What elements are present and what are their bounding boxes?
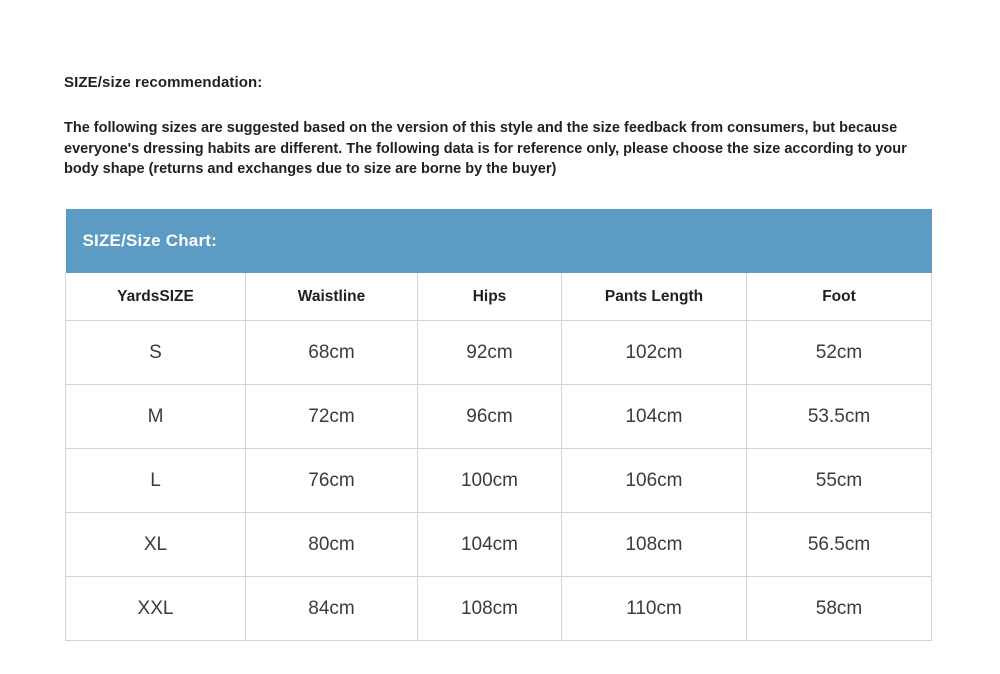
cell-waistline: 68cm (246, 321, 418, 385)
cell-size: XXL (66, 577, 246, 641)
table-row (66, 449, 932, 513)
size-chart-table-wrapper (65, 209, 931, 641)
cell-foot: 55cm (747, 449, 932, 513)
cell-pants-length: 104cm (562, 385, 747, 449)
cell-waistline: 72cm (246, 385, 418, 449)
cell-waistline: 84cm (246, 577, 418, 641)
cell-size: M (66, 385, 246, 449)
cell-pants-length: 102cm (562, 321, 747, 385)
cell-hips: 108cm (418, 577, 562, 641)
table-row (66, 321, 932, 385)
column-header-size: YardsSIZE (66, 273, 246, 321)
table-row (66, 385, 932, 449)
cell-waistline: 76cm (246, 449, 418, 513)
page-title: SIZE/size recommendation: (64, 74, 263, 91)
cell-pants-length: 110cm (562, 577, 747, 641)
table-row (66, 513, 932, 577)
column-header-hips: Hips (418, 273, 562, 321)
column-header-foot: Foot (747, 273, 932, 321)
cell-foot: 52cm (747, 321, 932, 385)
cell-foot: 53.5cm (747, 385, 932, 449)
cell-size: L (66, 449, 246, 513)
cell-hips: 96cm (418, 385, 562, 449)
size-chart-table (65, 209, 932, 641)
cell-pants-length: 108cm (562, 513, 747, 577)
cell-size: S (66, 321, 246, 385)
cell-hips: 104cm (418, 513, 562, 577)
cell-hips: 92cm (418, 321, 562, 385)
column-header-waistline: Waistline (246, 273, 418, 321)
cell-size: XL (66, 513, 246, 577)
table-title-row (66, 209, 932, 273)
table-row (66, 577, 932, 641)
cell-foot: 56.5cm (747, 513, 932, 577)
cell-foot: 58cm (747, 577, 932, 641)
cell-hips: 100cm (418, 449, 562, 513)
table-title: SIZE/Size Chart: (66, 209, 932, 273)
cell-waistline: 80cm (246, 513, 418, 577)
table-header-row (66, 273, 932, 321)
column-header-pants-length: Pants Length (562, 273, 747, 321)
cell-pants-length: 106cm (562, 449, 747, 513)
size-recommendation-note: The following sizes are suggested based on the version of this style and the size feedback from consumers, but because everyone's dressing habits are different. The following data is for reference only, please choose the size according to your body shape (returns and exchanges due to size are borne by the buyer) (64, 120, 907, 178)
